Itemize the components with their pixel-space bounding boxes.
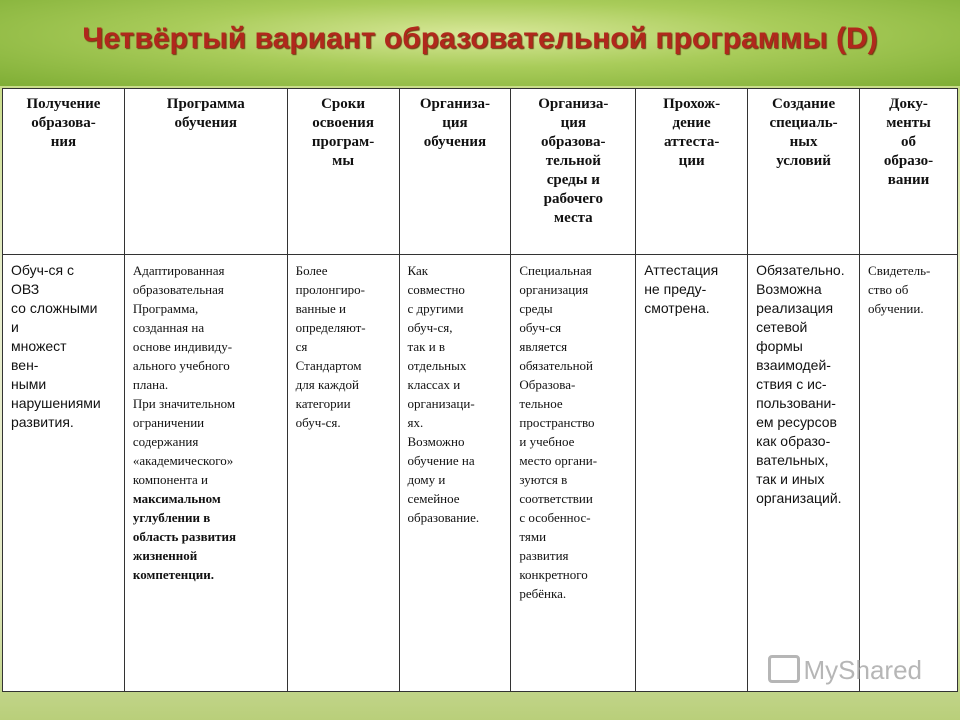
cell-environment: Специальная организация среды обуч-ся является обязательной Образова- тельное пространство и учебное место органи- зуются в соответствии с особеннос- тями развития конкретного ребёнка.	[511, 255, 636, 692]
program-text: Адаптированная образовательная Программа, созданная на основе индивиду- ального учебного плана. При значительном ограничении содержания «академического» компонента и	[132, 263, 236, 487]
cell-documents: Свидетель- ство об обучении.	[860, 255, 958, 692]
cell-organization: Как совместно с другими обуч-ся, так и в отдельных классах и организаци- ях. Возможно обучение на дому и семейное образование.	[399, 255, 511, 692]
table-row	[3, 255, 958, 692]
header-program: Программа обучения	[124, 89, 287, 255]
header-duration: Сроки освоения програм- мы	[287, 89, 399, 255]
watermark-logo	[768, 655, 923, 686]
watermark-text: MyShared	[803, 655, 922, 685]
cell-conditions: Обязательно. Возможна реализация сетевой формы взаимодей- ствия с ис- пользовани- ем ресурсов как образо- вательных, так и иных организаций.	[748, 255, 860, 692]
cell-program	[124, 255, 287, 692]
header-education: Получение образова- ния	[3, 89, 125, 255]
header-row	[3, 89, 958, 255]
cell-attestation: Аттестация не преду- смотрена.	[636, 255, 748, 692]
program-text-bold: максимальном углублении в область развития жизненной компетенции.	[132, 491, 237, 582]
header-attestation: Прохож- дение аттеста- ции	[636, 89, 748, 255]
education-program-table	[2, 88, 958, 692]
header-environment: Организа- ция образова- тельной среды и рабочего места	[511, 89, 636, 255]
cell-education: Обуч-ся с ОВЗ со сложными и множест вен- ными нарушениями развития.	[3, 255, 125, 692]
slide-title: Четвёртый вариант образовательной программы (D)	[82, 22, 878, 55]
logo-icon	[768, 655, 800, 683]
header-documents: Доку- менты об образо- вании	[860, 89, 958, 255]
header-organization: Организа- ция обучения	[399, 89, 511, 255]
header-conditions: Создание специаль- ных условий	[748, 89, 860, 255]
cell-duration: Более пролонгиро- ванные и определяют- ся Стандартом для каждой категории обуч-ся.	[287, 255, 399, 692]
